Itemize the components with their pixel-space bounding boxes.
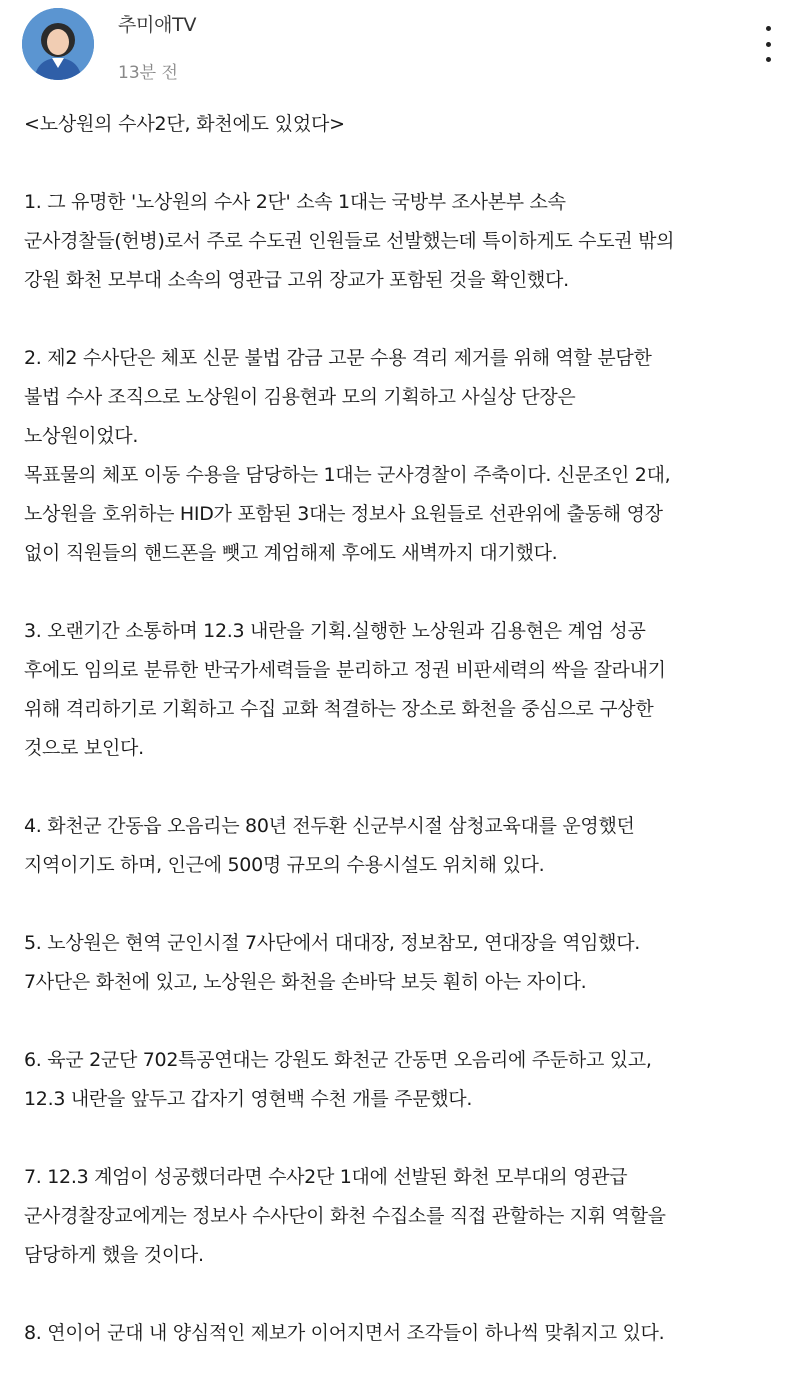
paragraph-line: 없이 직원들의 핸드폰을 뺏고 계엄해제 후에도 새벽까지 대기했다. [24, 542, 558, 564]
post-title: <노상원의 수사2단, 화천에도 있었다> [24, 113, 345, 135]
paragraph-6 [24, 1041, 784, 1119]
paragraph-line: 군사경찰들(헌병)로서 주로 수도권 인원들로 선발했는데 특이하게도 수도권 밖의 [24, 230, 675, 252]
paragraph-2 [24, 339, 784, 573]
paragraph-line: 것으로 보인다. [24, 737, 144, 759]
paragraph-4 [24, 807, 784, 885]
paragraph-line: 7. 12.3 계엄이 성공했더라면 수사2단 1대에 선발된 화천 모부대의 영관급 [24, 1166, 628, 1188]
paragraph-7 [24, 1158, 784, 1275]
paragraph-line: 8. 연이어 군대 내 양심적인 제보가 이어지면서 조각들이 하나씩 맞춰지고 있다. [24, 1322, 665, 1344]
paragraph-line: 불법 수사 조직으로 노상원이 김용현과 모의 기획하고 사실상 단장은 [24, 386, 576, 408]
more-vertical-icon[interactable] [754, 24, 782, 64]
channel-name[interactable]: 추미애TV [118, 14, 197, 36]
paragraph-line: 2. 제2 수사단은 체포 신문 불법 감금 고문 수용 격리 제거를 위해 역할 분담한 [24, 347, 652, 369]
paragraph-line: 12.3 내란을 앞두고 갑자기 영현백 수천 개를 주문했다. [24, 1088, 473, 1110]
paragraph-line: 담당하게 했을 것이다. [24, 1244, 204, 1266]
avatar[interactable] [22, 8, 94, 80]
paragraph-1 [24, 183, 784, 300]
paragraph-line: 위해 격리하기로 기획하고 수집 교화 척결하는 장소로 화천을 중심으로 구상한 [24, 698, 654, 720]
paragraph-line: 7사단은 화천에 있고, 노상원은 화천을 손바닥 보듯 훤히 아는 자이다. [24, 971, 587, 993]
post-header [0, 0, 800, 96]
paragraph-line: 1. 그 유명한 '노상원의 수사 2단' 소속 1대는 국방부 조사본부 소속 [24, 191, 566, 213]
paragraph-line: 노상원이었다. [24, 425, 139, 447]
paragraph-line: 5. 노상원은 현역 군인시절 7사단에서 대대장, 정보참모, 연대장을 역임했다. [24, 932, 641, 954]
paragraph-line: 지역이기도 하며, 인근에 500명 규모의 수용시설도 위치해 있다. [24, 854, 545, 876]
paragraph-line: 4. 화천군 간동읍 오음리는 80년 전두환 신군부시절 삼청교육대를 운영했던 [24, 815, 635, 837]
paragraph-line: 6. 육군 2군단 702특공연대는 강원도 화천군 간동면 오음리에 주둔하고 있고, [24, 1049, 652, 1071]
paragraph-line: 군사경찰장교에게는 정보사 수사단이 화천 수집소를 직접 관할하는 지휘 역할을 [24, 1205, 666, 1227]
paragraph-line: 목표물의 체포 이동 수용을 담당하는 1대는 군사경찰이 주축이다. 신문조인 2대, [24, 464, 671, 486]
paragraph-5 [24, 924, 784, 1002]
paragraph-line: 강원 화천 모부대 소속의 영관급 고위 장교가 포함된 것을 확인했다. [24, 269, 569, 291]
post-time: 13분 전 [118, 63, 178, 83]
paragraph-line: 3. 오랜기간 소통하며 12.3 내란을 기획.실행한 노상원과 김용현은 계엄 성공 [24, 620, 646, 642]
post-body [24, 105, 784, 1353]
profile-photo-icon [22, 8, 94, 80]
paragraph-8 [24, 1314, 784, 1353]
paragraph-line: 노상원을 호위하는 HID가 포함된 3대는 정보사 요원들로 선관위에 출동해 영장 [24, 503, 663, 525]
paragraph-3 [24, 612, 784, 768]
paragraph-line: 후에도 임의로 분류한 반국가세력들을 분리하고 정권 비판세력의 싹을 잘라내기 [24, 659, 666, 681]
